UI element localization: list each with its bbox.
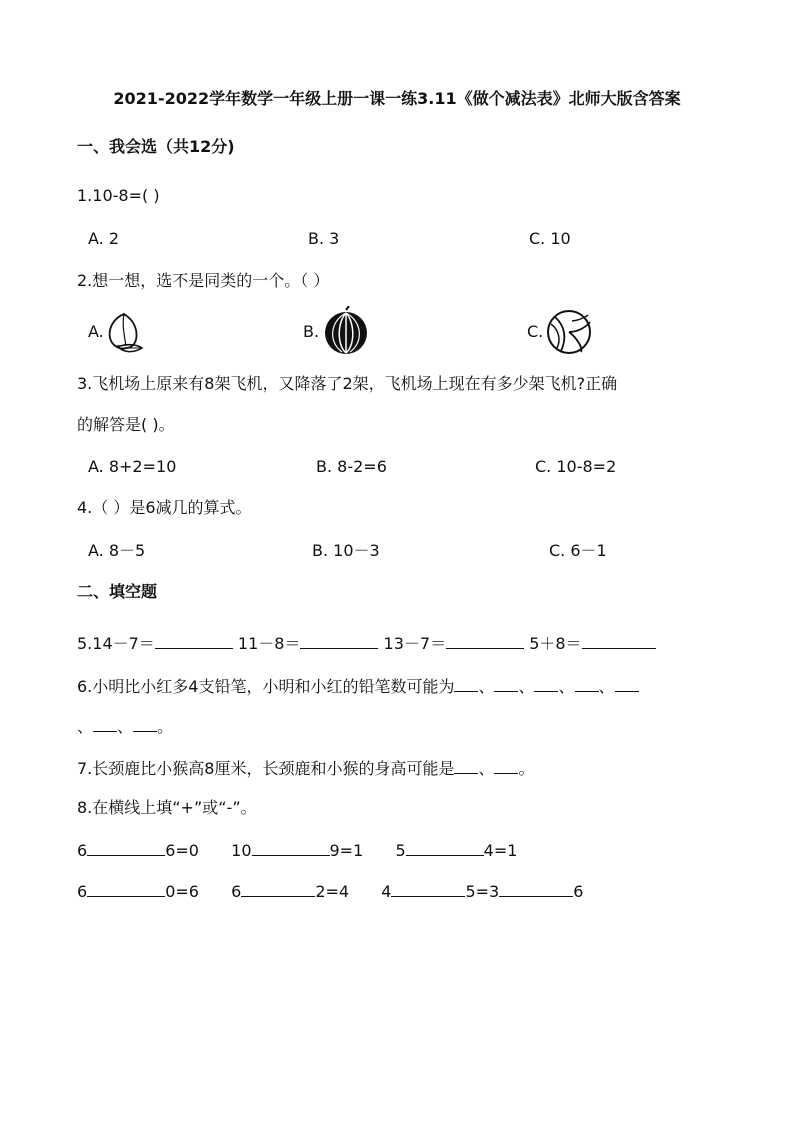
q5-answer-blank-1[interactable]: [155, 632, 233, 649]
q3-option-c: C. 10-8=2: [535, 457, 617, 476]
q8-r1-num: 5: [395, 841, 406, 860]
q7-text: 7.长颈鹿比小猴高8厘米，长颈鹿和小猴的身高可能是: [77, 759, 455, 778]
peach-icon: [104, 308, 148, 354]
q6-separator: 、: [518, 677, 535, 696]
q4-option-c: C. 6－1: [549, 541, 607, 560]
q8-r2-num: 6: [231, 882, 242, 901]
q6-separator: 、: [117, 717, 134, 736]
section-heading-fill: 二、填空题: [77, 582, 158, 601]
q8-r2-blank-3[interactable]: [391, 880, 465, 897]
q5-answer-blank-4[interactable]: [582, 632, 656, 649]
q5-expr-2: 11－8＝: [237, 634, 301, 653]
q8-row-1: [77, 839, 517, 862]
question-8: 8.在横线上填“+”或“-”。: [77, 798, 257, 817]
q8-r1-num: 6=0: [165, 841, 199, 860]
q4-option-a: A. 8－5: [88, 541, 146, 560]
q7-separator: 、: [478, 759, 495, 778]
q2-label-b: B.: [303, 322, 320, 341]
q8-r2-num: 0=6: [165, 882, 199, 901]
q8-r2-num: 4: [381, 882, 392, 901]
q8-r1-blank-2[interactable]: [252, 839, 330, 856]
q8-r1-num: 6: [77, 841, 88, 860]
question-3-line-1: 3.飞机场上原来有8架飞机，又降落了2架，飞机场上现在有多少架飞机?正确: [77, 374, 618, 393]
q8-r1-num: 4=1: [483, 841, 518, 860]
q8-r2-num: 2=4: [315, 882, 350, 901]
question-4: 4.（ ）是6减几的算式。: [77, 498, 252, 517]
question-7: [77, 757, 534, 780]
q6-blank-5[interactable]: [615, 675, 639, 692]
question-2: 2.想一想，选不是同类的一个。（ ）: [77, 271, 330, 290]
q8-r2-blank-4[interactable]: [499, 880, 573, 897]
q3-option-a: A. 8+2=10: [88, 457, 177, 476]
q1-option-a: A. 2: [88, 229, 120, 248]
q6-end-mark: 。: [157, 717, 174, 736]
q6-blank-2[interactable]: [494, 675, 518, 692]
volleyball-icon: [545, 308, 593, 356]
document-title: 2021-2022学年数学一年级上册一课一练3.11《做个减法表》北师大版含答案: [113, 89, 681, 108]
q7-blank-2[interactable]: [494, 757, 518, 774]
q6-separator: 、: [478, 677, 495, 696]
q5-answer-blank-3[interactable]: [446, 632, 524, 649]
q6-text: 6.小明比小红多4支铅笔，小明和小红的铅笔数可能为: [77, 677, 455, 696]
q8-r1-num: 10: [231, 841, 252, 860]
question-1: 1.10-8=( ): [77, 186, 160, 205]
q1-option-b: B. 3: [308, 229, 340, 248]
q6-blank-7[interactable]: [133, 715, 157, 732]
q8-r1-blank-3[interactable]: [406, 839, 484, 856]
question-5: [77, 632, 656, 655]
q8-r2-blank-1[interactable]: [87, 880, 165, 897]
q8-r1-num: 9=1: [329, 841, 364, 860]
q8-row-2: [77, 880, 583, 903]
q6-blank-3[interactable]: [534, 675, 558, 692]
question-3-line-2: 的解答是( )。: [77, 415, 175, 434]
q6-separator: 、: [77, 717, 94, 736]
q6-blank-1[interactable]: [454, 675, 478, 692]
q6-separator: 、: [558, 677, 575, 696]
q2-label-c: C.: [527, 322, 544, 341]
q8-r1-blank-1[interactable]: [87, 839, 165, 856]
q4-option-b: B. 10－3: [312, 541, 380, 560]
q8-r2-num: 5=3: [465, 882, 500, 901]
q5-expr-3: 13－7＝: [383, 634, 447, 653]
q5-expr-4: 5＋8＝: [529, 634, 582, 653]
q6-blank-4[interactable]: [575, 675, 599, 692]
q1-option-c: C. 10: [529, 229, 571, 248]
q5-expr-1: 5.14－7＝: [77, 634, 155, 653]
q6-blank-6[interactable]: [93, 715, 117, 732]
q3-option-b: B. 8-2=6: [316, 457, 387, 476]
q6-separator: 、: [598, 677, 615, 696]
q8-r2-num: 6: [77, 882, 88, 901]
q8-r2-num: 6: [573, 882, 584, 901]
q7-end-mark: 。: [518, 759, 535, 778]
q8-r2-blank-2[interactable]: [241, 880, 315, 897]
q7-blank-1[interactable]: [454, 757, 478, 774]
question-6-line-1: [77, 675, 639, 698]
q5-answer-blank-2[interactable]: [300, 632, 378, 649]
q2-label-a: A.: [88, 322, 104, 341]
watermelon-icon: [322, 306, 370, 356]
question-6-line-2: [77, 715, 173, 738]
section-heading-choice: 一、我会选（共12分): [77, 137, 235, 156]
